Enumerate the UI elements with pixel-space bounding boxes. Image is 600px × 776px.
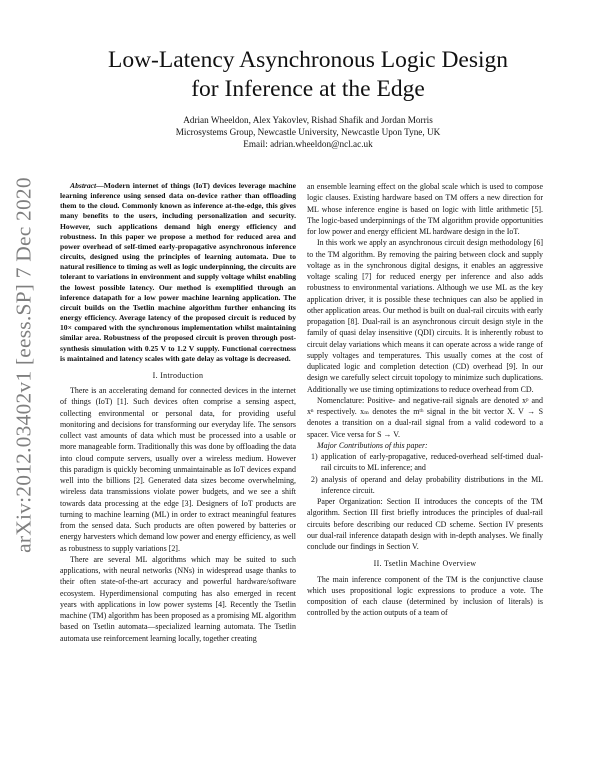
abstract	[60, 181, 296, 364]
author-block	[60, 114, 556, 150]
title-line-1: Low-Latency Asynchronous Logic Design	[107, 47, 509, 73]
contribution-1: 1) application of early-propagative, reduced-overhead self-timed dual-rail circuits to ML inference; and	[311, 452, 543, 473]
section-2-heading: II. Tsetlin Machine Overview	[373, 559, 477, 569]
contributions-heading: Major Contributions of this paper:	[317, 440, 428, 450]
abstract-label: Abstract	[70, 181, 97, 190]
title-line-2: for Inference at the Edge	[191, 76, 425, 102]
abstract-text: —Modern internet of things (IoT) devices leverage machine learning inference using sensed data on-device rather than offloading them to the cloud. Commonly known as inference at-the-edge, this gives many benefits to the users, including personalization and security. However, such applications demand high energy efficiency and robustness. In this paper we propose a method for reduced area and power overhead of self-timed early-propagative asynchronous inference circuits, designed using the principles of learning automata. Due to natural resilience to timing as well as logic underpinning, the circuits are tolerant to variations in environment and supply voltage whilst enabling the lowest possible latency. Our method is exemplified through an inference datapath for a low power machine learning application. The circuit builds on the Tsetlin machine algorithm further enhancing its energy efficiency. Average latency of the proposed circuit is reduced by 10× compared with the synchronous implementation whilst maintaining similar area. Robustness of the proposed circuit is proven through post-synthesis simulation with 0.25 V to 1.2 V supply. Functional correctness is maintained and latency scales with gate delay as voltage is decreased.	[60, 181, 296, 363]
affiliation: Microsystems Group, Newcastle University, Newcastle Upon Tyne, UK	[175, 127, 441, 137]
right-paragraph-1: an ensemble learning effect on the global scale which is used to compose logic clauses. Existing hardware based on TM offers a new direction for ML whose inference engine is based on logic with little arithmetic [5]. The logic-based underpinnings of the TM algorithm provide opportunities for low power and energy efficient ML hardware design in the IoT.	[307, 182, 543, 236]
paper-organization: Paper Organization: Section II introduces the concepts of the TM algorithm. Section III first briefly introduces the principles of dual-rail circuits before describing our reduced CD scheme. Section IV presents our dual-rail inference datapath design with in-depth analyses. We finally conclude our findings in Section V.	[307, 497, 543, 551]
left-column	[60, 181, 296, 644]
paper-title	[60, 46, 556, 104]
nomenclature: Nomenclature: Positive- and negative-rail signals are denoted xᵖ and xⁿ respectively. xₘ denotes the mᵗʰ signal in the bit vector X. V → S denotes a transition on a dual-rail signal from a valid codeword to a spacer. Vice versa for S → V.	[307, 395, 543, 439]
authors: Adrian Wheeldon, Alex Yakovlev, Rishad Shafik and Jordan Morris	[183, 115, 433, 125]
intro-paragraph-2: There are several ML algorithms which may be suited to such applications, with neural networks (NNs) in widespread usage thanks to their often state-of-the-art accuracy and powerful hardware/software ecosystem. Hyperdimensional computing has also emerged in recent years with applications in low power systems [4]. Recently the Tsetlin machine (TM) algorithm has been proposed as a promising ML algorithm based on Tsetlin automata—specialized learning automata. The Tsetlin automata use reinforcement learning locally, together creating	[60, 554, 296, 643]
arxiv-stamp: arXiv:2012.03402v1 [eess.SP] 7 Dec 2020	[11, 177, 36, 553]
intro-paragraph-1: There is an accelerating demand for connected devices in the internet of things (IoT) [1]. Such devices often comprise a sensing aspect, collecting environmental or personal data, for providing useful monitoring and decisions for transforming our everyday life. The sensors collect vast amounts of data which must be processed into a usable or more manageable form. Traditionally this was done by offloading the data into cloud compute servers, usually over a wireless medium. However this paradigm is quickly becoming unmaintainable as IoT devices expand well into the billions [2]. Generated data sizes become overwhelming, wireless data transmissions violate power budgets, and we see a shift towards data processing at the edge [3]. Designers of IoT products are turning to machine learning (ML) in order to extract meaningful features from the sensed data. Such products are often powered by batteries or energy harvesters which demand low power and energy efficiency, as well as robustness to supply variations [2].	[60, 386, 296, 553]
contribution-2: 2) analysis of operand and delay probability distributions in the ML inference circuit.	[311, 474, 543, 495]
right-column	[307, 181, 543, 619]
section-1-heading: I. Introduction	[152, 370, 204, 380]
right-paragraph-2: In this work we apply an asynchronous circuit design methodology [6] to the TM algorithm. By removing the pairing between clock and supply voltage as in the synchronous digital designs, it enables an aggressive voltage scaling [7] for reduced energy per inference and also adds robustness to environmental variations. Although we use ML as the key application driver, it is possible these techniques can also be applied in other application areas. Our method is built on dual-rail circuits with early propagation [8]. Dual-rail is an asynchronous circuit design style in the family of quasi delay insensitive (QDI) circuits. It is inherently robust to circuit delay variations which means it can operate across a wide range of supply voltages and temperatures. This usually comes at the cost of duplicated logic and completion detection (CD) overhead [9]. In our design we carefully select circuit topology to minimize such duplications. Additionally we use timing optimizations to reduce overhead from CD.	[307, 238, 543, 394]
email: Email: adrian.wheeldon@ncl.ac.uk	[243, 139, 373, 149]
section-2-paragraph-1: The main inference component of the TM is the conjunctive clause which uses propositional logic expressions to produce a vote. The composition of each clause (determined by inclusion of literals) is controlled by the action outputs of a team of	[307, 574, 543, 618]
